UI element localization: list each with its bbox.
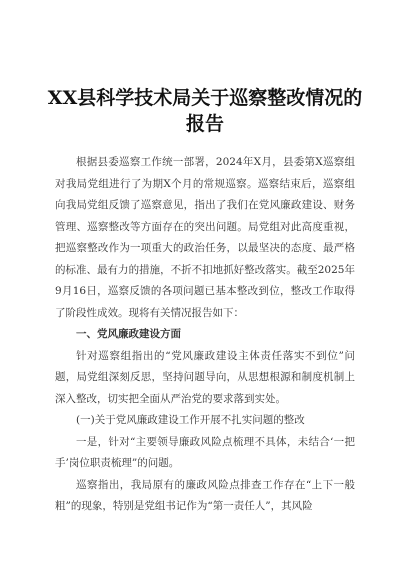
document-title-line-1: XX县科学技术局关于巡察整改情况的	[47, 87, 363, 109]
finding-paragraph: 巡察指出，我局原有的廉政风险点排查工作存在“上下一般粗”的现象，特别是党组书记作为“第一责任人”，其风险	[55, 478, 355, 512]
intro-paragraph: 根据县委巡察工作统一部署，2024年X月，县委第X巡察组对我局党组进行了为期X个月的常规巡察。巡察结束后，巡察组向我局党组反馈了巡察意见，指出了我们在党风廉政建设、财务管理、巡察整改等方面存在的突出问题。局党组对此高度重视，把巡察整改作为一项重大的政治任务，以最坚决的态度、最严格的标准、最有力的措施，不折不扣地抓好整改落实。截至2025年9月16日，巡察反馈的各项问题已基本整改到位，整改工作取得了阶段性成效。现将有关情况报告如下：	[55, 156, 355, 319]
document-title-line-2: 报告	[185, 113, 224, 135]
subsection-heading-1: (一)关于党风廉政建设工作开展不扎实问题的整改	[76, 414, 305, 426]
section-heading-1: 一、党风廉政建设方面	[76, 328, 181, 340]
document-body	[55, 152, 355, 518]
point-one-paragraph: 一是，针对“主要领导廉政风险点梳理不具体，未结合‘一把手’岗位职责梳理”的问题。	[55, 435, 355, 469]
section-1-paragraph: 针对巡察组指出的“党风廉政建设主体责任落实不到位”问题，局党组深刻反思，坚持问题导向，从思想根源和制度机制上深入整改，切实把全面从严治党的要求落到实处。	[55, 349, 355, 405]
